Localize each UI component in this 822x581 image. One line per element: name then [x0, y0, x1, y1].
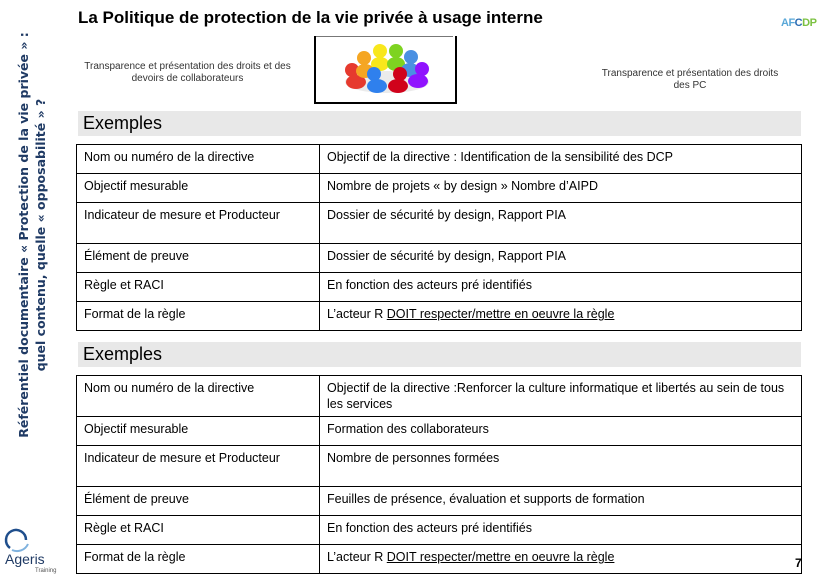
section-2-heading: Exemples	[78, 342, 801, 367]
row-value: En fonction des acteurs pré identifiés	[320, 516, 802, 545]
table-row	[77, 302, 802, 331]
row-label: Élément de preuve	[77, 487, 320, 516]
sidebar-text	[15, 32, 49, 438]
row-value	[320, 302, 802, 331]
rule-prefix: L’acteur R	[327, 307, 387, 321]
table-row	[77, 417, 802, 446]
sidebar-line-1: Référentiel documentaire « Protection de la vie privée » :	[16, 32, 31, 438]
rule-underlined: DOIT respecter/mettre en oeuvre la règle	[386, 307, 615, 321]
page-title: La Politique de protection de la vie privée à usage interne	[78, 8, 543, 27]
row-value: Nombre de personnes formées	[320, 446, 802, 487]
row-value: Objectif de la directive :Renforcer la culture informatique et libertés au sein de tous les services	[320, 376, 802, 417]
row-value: Formation des collaborateurs	[320, 417, 802, 446]
row-label: Nom ou numéro de la directive	[77, 376, 320, 417]
rule-underlined: DOIT respecter/mettre en oeuvre la règle	[386, 550, 615, 564]
row-label: Indicateur de mesure et Producteur	[77, 446, 320, 487]
row-label: Indicateur de mesure et Producteur	[77, 203, 320, 244]
table-row	[77, 376, 802, 417]
row-label: Format de la règle	[77, 302, 320, 331]
row-label: Règle et RACI	[77, 516, 320, 545]
table-row	[77, 203, 802, 244]
section-2-table	[76, 375, 802, 574]
row-label: Règle et RACI	[77, 273, 320, 302]
row-label: Objectif mesurable	[77, 174, 320, 203]
row-value: Objectif de la directive : Identification de la sensibilité des DCP	[320, 145, 802, 174]
sidebar-line-2: quel contenu, quelle « opposabilité » ?	[33, 98, 48, 372]
afcdp-logo	[781, 17, 816, 29]
row-value: En fonction des acteurs pré identifiés	[320, 273, 802, 302]
table-row	[77, 516, 802, 545]
section-1-table	[76, 144, 802, 331]
row-label: Objectif mesurable	[77, 417, 320, 446]
row-label: Nom ou numéro de la directive	[77, 145, 320, 174]
diagram-right-note: Transparence et présentation des droits des PC	[601, 68, 779, 91]
row-label: Format de la règle	[77, 545, 320, 574]
diagram-left-note: Transparence et présentation des droits et des devoirs de collaborateurs	[84, 61, 291, 84]
table-row	[77, 273, 802, 302]
row-value: Feuilles de présence, évaluation et supports de formation	[320, 487, 802, 516]
ageris-mark-icon	[6, 530, 28, 551]
row-value: Dossier de sécurité by design, Rapport PIA	[320, 203, 802, 244]
logo-part-1: AF	[781, 17, 795, 29]
ageris-logo	[2, 526, 62, 578]
rule-prefix: L’acteur R	[327, 550, 387, 564]
row-value	[320, 545, 802, 574]
row-value: Dossier de sécurité by design, Rapport PIA	[320, 244, 802, 273]
ageris-logo-text: Ageris	[5, 551, 45, 567]
ageris-logo-sub: Training	[35, 568, 57, 574]
sidebar-banner	[2, 0, 62, 470]
logo-part-3: DP	[802, 17, 817, 29]
table-row	[77, 446, 802, 487]
logo-part-2: C	[794, 17, 803, 29]
table-row	[77, 145, 802, 174]
table-row	[77, 244, 802, 273]
table-row	[77, 545, 802, 574]
row-value: Nombre de projets « by design » Nombre d’AIPD	[320, 174, 802, 203]
page-number: 7	[795, 556, 802, 570]
table-row	[77, 487, 802, 516]
row-label: Élément de preuve	[77, 244, 320, 273]
section-1-heading: Exemples	[78, 111, 801, 136]
table-row	[77, 174, 802, 203]
team-circle-clipart-icon	[332, 38, 442, 100]
